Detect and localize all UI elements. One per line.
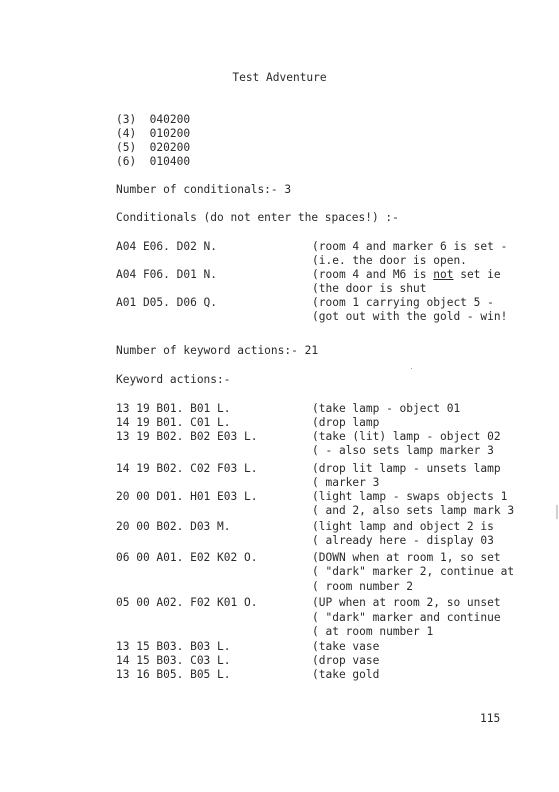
action-code: 05 00 A02. F02 K01 O. [116, 596, 258, 609]
conditional-code: A04 F06. D01 N. [116, 268, 218, 281]
action-code: 06 00 A01. E02 K02 O. [116, 551, 258, 564]
conditional-comment: (got out with the gold - win! [312, 310, 508, 323]
action-code: 13 19 B02. B02 E03 L. [116, 430, 258, 443]
underlined-word: not [433, 268, 454, 281]
action-comment: ( already here - display 03 [312, 534, 494, 547]
action-comment: (take vase [312, 640, 380, 653]
vocab-line: (4) 010200 [116, 127, 191, 140]
action-comment: (light lamp - swaps objects 1 [312, 490, 508, 503]
action-comment: ( "dark" marker and continue [312, 611, 501, 624]
conditional-code: A01 D05. D06 Q. [116, 296, 218, 309]
conditional-comment: (room 4 and marker 6 is set - [312, 240, 508, 253]
action-comment: (take lamp - object 01 [312, 402, 461, 415]
action-comment: (light lamp and object 2 is [312, 520, 494, 533]
action-comment: (DOWN when at room 1, so set [312, 551, 501, 564]
comment-text: set ie [453, 268, 501, 281]
vocab-line: (3) 040200 [116, 113, 191, 126]
action-code: 13 16 B05. B05 L. [116, 668, 231, 681]
keyword-heading: Keyword actions:- [116, 373, 231, 386]
action-comment: ( and 2, also sets lamp mark 3 [312, 504, 515, 517]
action-code: 14 19 B02. C02 F03 L. [116, 462, 258, 475]
conditionals-heading: Conditionals (do not enter the spaces!) :- [116, 211, 399, 224]
num-keyword-actions: Number of keyword actions:- 21 [116, 344, 319, 357]
action-comment: ( at room number 1 [312, 625, 434, 638]
action-comment: (drop lamp [312, 416, 380, 429]
action-code: 14 15 B03. C03 L. [116, 654, 231, 667]
vocab-line: (6) 010400 [116, 155, 191, 168]
conditional-comment [312, 268, 501, 282]
conditional-comment: (the door is shut [312, 282, 427, 295]
action-comment: (drop lit lamp - unsets lamp [312, 462, 501, 475]
scan-edge-mark [556, 505, 558, 519]
num-conditionals: Number of conditionals:- 3 [116, 183, 292, 196]
action-comment: ( - also sets lamp marker 3 [312, 444, 494, 457]
action-comment: (take (lit) lamp - object 02 [312, 430, 501, 443]
page-number: 115 [480, 712, 501, 725]
conditional-comment: (i.e. the door is open. [312, 254, 467, 267]
page-title: Test Adventure [232, 71, 327, 84]
conditional-code: A04 E06. D02 N. [116, 240, 218, 253]
action-code: 13 15 B03. B03 L. [116, 640, 231, 653]
comment-text: (room 4 and M6 is [312, 268, 434, 281]
action-comment: (take gold [312, 668, 380, 681]
scan-speck [411, 368, 412, 369]
action-code: 13 19 B01. B01 L. [116, 402, 231, 415]
conditional-comment: (room 1 carrying object 5 - [312, 296, 494, 309]
action-code: 14 19 B01. C01 L. [116, 416, 231, 429]
action-comment: (UP when at room 2, so unset [312, 596, 501, 609]
action-comment: ( room number 2 [312, 580, 414, 593]
vocab-line: (5) 020200 [116, 141, 191, 154]
action-code: 20 00 D01. H01 E03 L. [116, 490, 258, 503]
action-comment: (drop vase [312, 654, 380, 667]
action-comment: ( "dark" marker 2, continue at [312, 565, 515, 578]
action-code: 20 00 B02. D03 M. [116, 520, 231, 533]
action-comment: ( marker 3 [312, 476, 380, 489]
